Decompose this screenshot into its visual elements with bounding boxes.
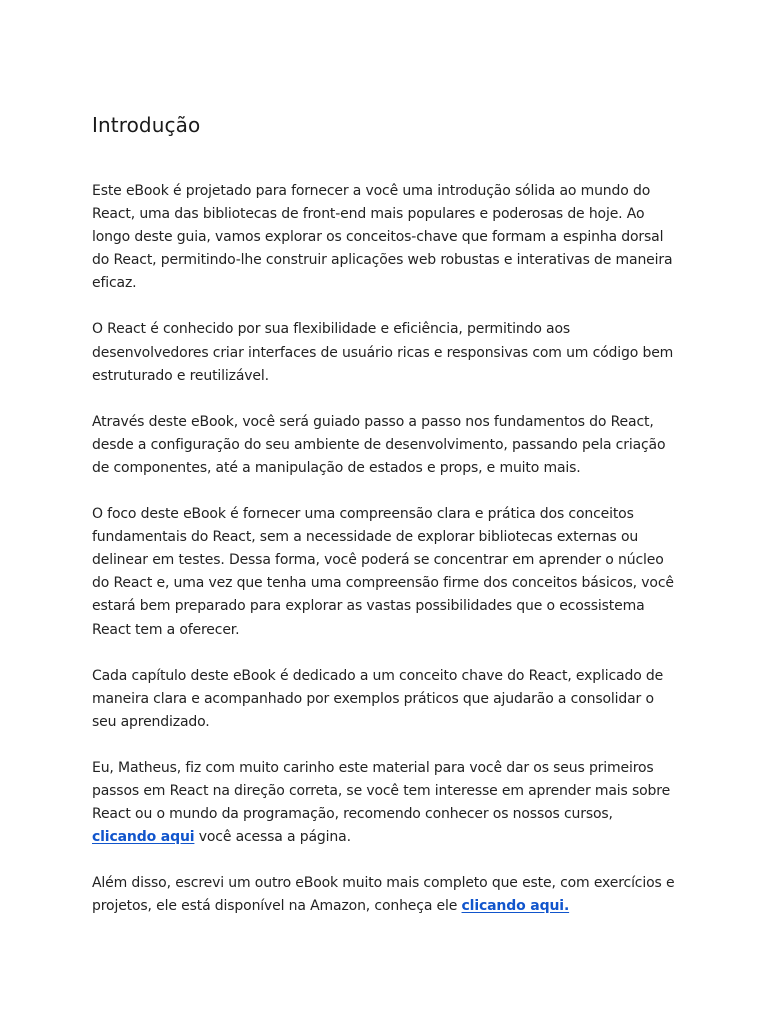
courses-text-after: você acessa a página. xyxy=(194,829,351,846)
paragraph-focus: O foco deste eBook é fornecer uma compreensão clara e prática dos conceitos fundamentais do React, sem a necessidade de explorar bibliotecas externas ou delinear em testes. Dessa forma, você poderá se concentrar em aprender o núcleo do React e, uma vez que tenha uma compreensão firme dos conceitos básicos, você estará bem preparado para explorar as vastas possibilidades que o ecossistema React tem a oferecer. xyxy=(92,506,674,638)
paragraph-amazon xyxy=(92,872,680,918)
paragraph-intro: Este eBook é projetado para fornecer a você uma introdução sólida ao mundo do React, uma das bibliotecas de front-end mais populares e poderosas de hoje. Ao longo deste guia, vamos explorar os conceitos-chave que formam a espinha dorsal do React, permitindo-lhe construir aplicações web robustas e interativas de maneira eficaz. xyxy=(92,183,673,292)
amazon-text: Além disso, escrevi um outro eBook muito mais completo que este, com exercícios e projetos, ele está disponível na Amazon, conheça ele xyxy=(92,875,675,915)
document-page xyxy=(92,108,680,941)
paragraph-chapters: Cada capítulo deste eBook é dedicado a um conceito chave do React, explicado de maneira clara e acompanhado por exemplos práticos que ajudarão a consolidar o seu aprendizado. xyxy=(92,667,664,730)
courses-link[interactable]: clicando aqui xyxy=(92,829,195,846)
amazon-link[interactable]: clicando aqui. xyxy=(461,898,570,915)
courses-text: Eu, Matheus, fiz com muito carinho este material para você dar os seus primeiros passos em React na direção correta, se você tem interesse em aprender mais sobre React ou o mundo da programação, recomendo conhecer os nossos cursos, xyxy=(92,759,671,823)
page-title: Introdução xyxy=(92,113,201,137)
paragraph-flexibility: O React é conhecido por sua flexibilidade e eficiência, permitindo aos desenvolvedores criar interfaces de usuário ricas e responsivas com um código bem estruturado e reutilizável. xyxy=(92,321,674,384)
paragraph-guide: Através deste eBook, você será guiado passo a passo nos fundamentos do React, desde a configuração do seu ambiente de desenvolvimento, passando pela criação de componentes, até a manipulação de estados e props, e muito mais. xyxy=(92,413,666,476)
paragraph-courses xyxy=(92,757,680,849)
